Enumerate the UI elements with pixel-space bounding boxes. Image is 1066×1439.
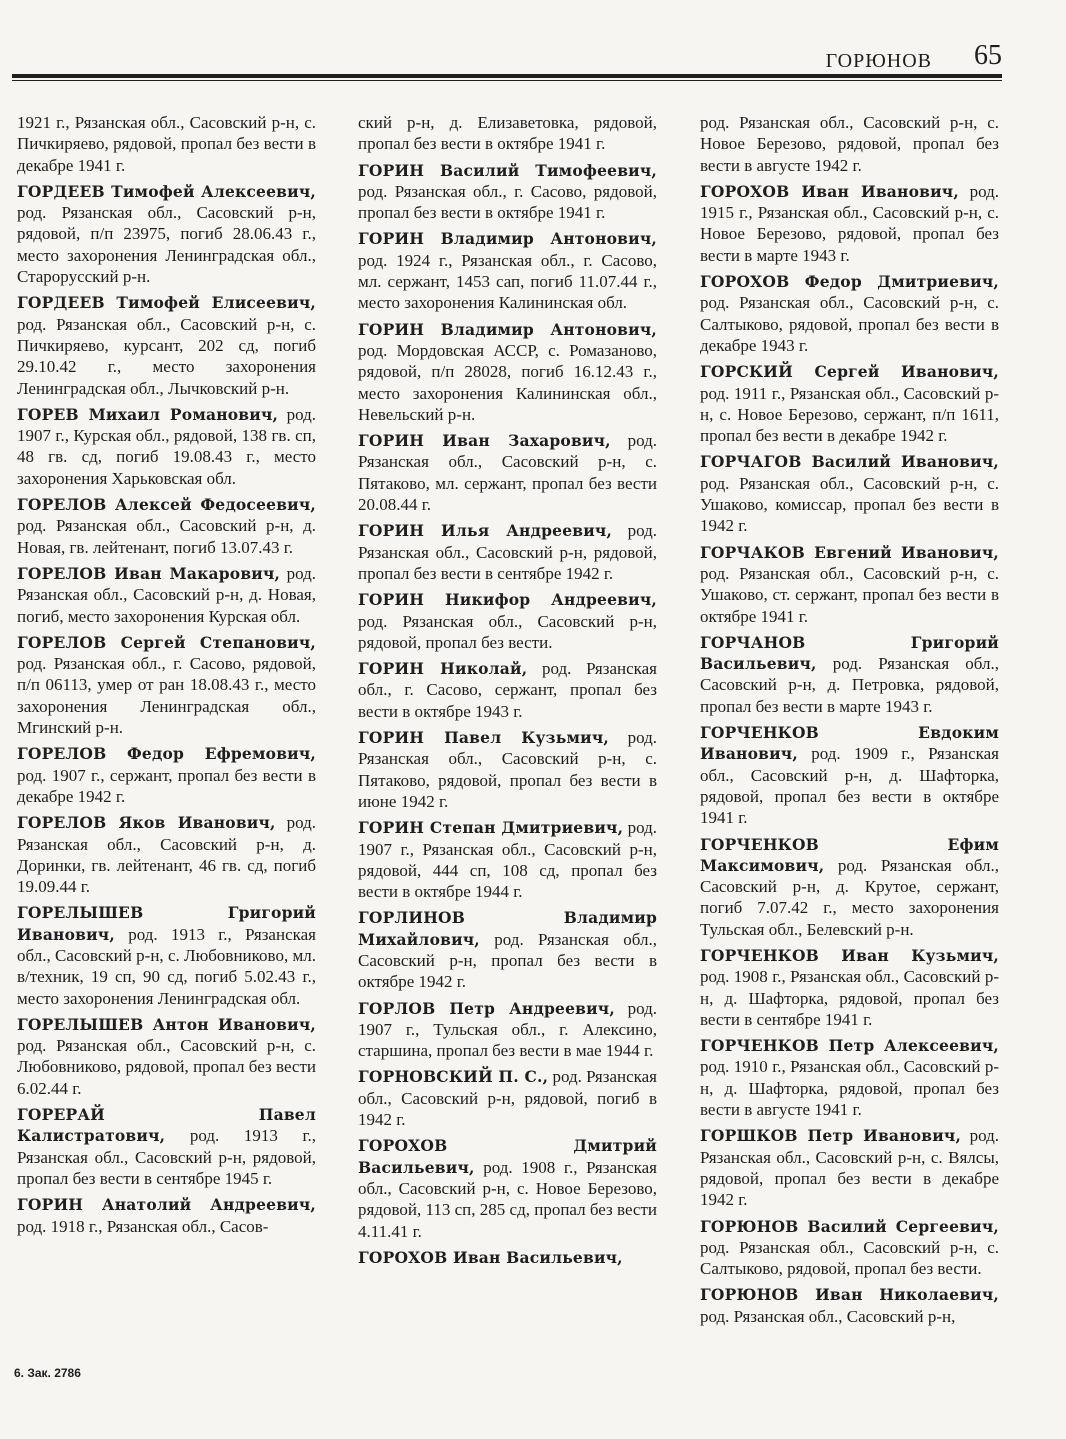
entry-text: род. Рязанская обл., Сасовский р-н, с. Любовниково, рядовой, пропал без вести 6.02.44 г. [17, 1036, 316, 1098]
header-rule-thin [12, 80, 1002, 81]
entry-text: род. Рязанская обл., Сасовский р-н, с. Ушаково, комиссар, пропал без вести в 1942 г. [700, 473, 999, 536]
entry [358, 1247, 657, 1268]
text-columns [17, 112, 1002, 1347]
entry [17, 1014, 316, 1099]
entry-text: род. Рязанская обл., Сасовский р-н, с. Пятаково, мл. сержант, пропал без вести 20.08.44 г. [358, 431, 657, 515]
entry-name: ГОРЧАКОВ Евгений Иванович, [700, 542, 999, 562]
entry [358, 112, 657, 155]
entry-name: ГОРЕЛОВ Федор Ефремович, [17, 744, 316, 764]
entry-name: ГОРНОВСКИЙ П. С., [358, 1067, 549, 1087]
entry [358, 430, 657, 515]
entry [17, 743, 316, 807]
entry [17, 563, 316, 627]
entry-text: род. Мордовская АССР, с. Ромазаново, рядовой, п/п 28028, погиб 16.12.43 г., место захоронения Калининская обл., Невельский р-н. [358, 340, 657, 424]
entry [17, 494, 316, 558]
entry-text: род. 1910 г., Рязанская обл., Сасовский р-н, д. Шафторка, рядовой, пропал без вести в августе 1941 г. [700, 1057, 999, 1120]
entry [700, 1216, 999, 1280]
entry-text: род. 1911 г., Рязанская обл., Сасовский р-н, с. Новое Березово, сержант, п/п 1611, пропал без вести в декабре 1942 г. [700, 383, 999, 446]
entry-text: род. 1913 г., Рязанская обл., Сасовский р-н, с. Любовниково, мл. в/техник, 19 сп, 90 сд, погиб 5.02.43 г., место захоронения Ленинградская обл. [17, 924, 316, 1008]
entry [700, 1035, 999, 1120]
entry [17, 112, 316, 176]
entry [17, 1104, 316, 1189]
entry [358, 520, 657, 584]
entry-name: ГОРЧЕНКОВ Иван Кузьмич, [700, 945, 999, 965]
entry-text: род. 1907 г., Тульская обл., г. Алексино, старшина, пропал без вести в мае 1944 г. [358, 998, 657, 1061]
entry-name: ГОРИН Владимир Антонович, [358, 319, 657, 339]
entry-name: ГОРЧЕНКОВ Ефим Максимович, [700, 834, 999, 875]
entry-text: род. Рязанская обл., Сасовский р-н, рядовой, п/п 23975, погиб 28.06.43 г., место захоронения Ленинградская обл., Старорусский р-н. [17, 203, 316, 287]
column-3 [700, 112, 999, 1347]
entry-text: род. 1907 г., сержант, пропал без вести в декабре 1942 г. [17, 765, 316, 806]
entry [700, 1284, 999, 1327]
entry [17, 404, 316, 489]
entry-text: род. Рязанская обл., г. Сасово, сержант, пропал без вести в октябре 1943 г. [358, 659, 657, 721]
entry [358, 658, 657, 722]
entry-name: ГОРИН Владимир Антонович, [358, 229, 657, 249]
entry [700, 451, 999, 536]
entry [17, 292, 316, 398]
entry [700, 542, 999, 627]
entry-text: род. 1907 г., Рязанская обл., Сасовский р-н, рядовой, 444 сп, 108 сд, пропал без вести в октябре 1944 г. [358, 818, 657, 902]
entry-name: ГОРЮНОВ Василий Сергеевич, [700, 1216, 999, 1236]
entry [17, 902, 316, 1008]
page-number: 65 [974, 40, 1002, 71]
entry-text: род. Рязанская обл., Сасовский р-н, пропал без вести в октябре 1942 г. [358, 929, 657, 992]
entry-name: ГОРЕРАЙ Павел Калистратович, [17, 1105, 316, 1146]
entry-name: ГОРОХОВ Федор Дмитриевич, [700, 272, 999, 292]
entry-name: ГОРИН Илья Андреевич, [358, 521, 613, 541]
printer-signature: 6. Зак. 2786 [14, 1366, 81, 1380]
entry [358, 160, 657, 224]
entry-text: род. 1908 г., Рязанская обл., Сасовский р-н, с. Новое Березово, рядовой, 113 сп, 285 сд, пропал без вести 4.11.41 г. [358, 1157, 657, 1241]
entry-name: ГОРЕЛОВ Сергей Степанович, [17, 632, 316, 652]
entry-text: род. 1907 г., Курская обл., рядовой, 138 гв. сп, 48 гв. сд, погиб 19.08.43 г., место захоронения Харьковская обл. [17, 404, 316, 488]
entry [17, 812, 316, 897]
entry-name: ГОРИН Степан Дмитриевич, [358, 818, 624, 838]
entry [358, 589, 657, 653]
entry-name: ГОРДЕЕВ Тимофей Елисеевич, [17, 293, 316, 313]
entry-name: ГОРИН Василий Тимофеевич, [358, 160, 657, 180]
entry [17, 181, 316, 287]
entry-name: ГОРЧЕНКОВ Евдоким Иванович, [700, 723, 999, 764]
entry-name: ГОРОХОВ Иван Иванович, [700, 181, 959, 201]
running-head: ГОРЮНОВ [825, 50, 932, 72]
entry-text: род. Рязанская обл., Сасовский р-н, с. Вялсы, рядовой, пропал без вести в декабре 1942 г. [700, 1126, 999, 1210]
entry-name: ГОРЕЛОВ Яков Иванович, [17, 813, 276, 833]
entry [700, 112, 999, 176]
entry-text: род. 1918 г., Рязанская обл., Сасов- [17, 1216, 269, 1236]
entry-name: ГОРИН Никифор Андреевич, [358, 590, 657, 610]
entry [358, 1066, 657, 1130]
entry [700, 945, 999, 1030]
entry [358, 907, 657, 992]
entry-name: ГОРОХОВ Иван Васильевич, [358, 1247, 623, 1267]
entry [700, 271, 999, 356]
entry-text: род. Рязанская обл., Сасовский р-н, с. Ушаково, ст. сержант, пропал без вести в октябре 1941 г. [700, 563, 999, 626]
entry-text: род. Рязанская обл., Сасовский р-н, с. Пятаково, рядовой, пропал без вести в июне 1942 г. [358, 728, 657, 811]
entry-name: ГОРОХОВ Дмитрий Васильевич, [358, 1136, 657, 1177]
entry-text: род. Рязанская обл., Сасовский р-н, с. Салтыково, рядовой, пропал без вести. [700, 1237, 999, 1279]
entry-name: ГОРСКИЙ Сергей Иванович, [700, 362, 999, 382]
entry-text: род. 1924 г., Рязанская обл., г. Сасово, мл. сержант, 1453 сап, погиб 11.07.44 г., место захоронения Калининская обл. [358, 250, 657, 313]
entry-name: ГОРЕЛОВ Иван Макарович, [17, 563, 281, 583]
entry-name: ГОРЕЛОВ Алексей Федосеевич, [17, 495, 316, 515]
entry [358, 998, 657, 1062]
page-header [12, 40, 1002, 72]
entry-name: ГОРЕЛЫШЕВ Антон Иванович, [17, 1014, 316, 1034]
entry-name: ГОРИН Павел Кузьмич, [358, 728, 609, 748]
entry-text: род. Рязанская обл., Сасовский р-н, с. Новое Березово, рядовой, пропал без вести в августе 1942 г. [700, 113, 999, 175]
header-rule-thick [12, 74, 1002, 78]
entry-text: род. 1915 г., Рязанская обл., Сасовский р-н, с. Новое Березово, рядовой, пропал без вести в марте 1943 г. [700, 181, 999, 265]
entry [358, 228, 657, 313]
entry [358, 319, 657, 425]
entry-text: род. 1909 г., Рязанская обл., Сасовский р-н, д. Шафторка, рядовой, пропал без вести в октябре 1941 г. [700, 744, 999, 828]
entry-text: род. Рязанская обл., г. Сасово, рядовой, пропал без вести в октябре 1941 г. [358, 181, 657, 223]
entry-name: ГОРИН Николай, [358, 659, 528, 679]
entry-text: род. Рязанская обл., Сасовский р-н, рядовой, погиб в 1942 г. [358, 1067, 657, 1130]
entry [17, 1194, 316, 1237]
entry-name: ГОРЛОВ Петр Андреевич, [358, 998, 615, 1018]
entry-text: род. 1908 г., Рязанская обл., Сасовский р-н, д. Шафторка, рядовой, пропал без вести в сентябре 1941 г. [700, 967, 999, 1029]
entry [700, 722, 999, 828]
entry-name: ГОРЕЛЫШЕВ Григорий Иванович, [17, 903, 316, 944]
entry-name: ГОРЧАНОВ Григорий Васильевич, [700, 632, 999, 674]
entry-text: ский р-н, д. Елизаветовка, рядовой, пропал без вести в октябре 1941 г. [358, 113, 657, 154]
entry [700, 181, 999, 266]
entry-name: ГОРЛИНОВ Владимир Михайлович, [358, 908, 657, 949]
entry-text: род. Рязанская обл., Сасовский р-н, [700, 1306, 956, 1326]
entry [700, 632, 999, 717]
entry [700, 834, 999, 940]
column-2 [358, 112, 657, 1347]
entry [358, 727, 657, 812]
entry-name: ГОРЧАГОВ Василий Иванович, [700, 452, 999, 472]
entry-text: род. Рязанская обл., Сасовский р-н, д. Новая, погиб, место захоронения Курская обл. [17, 563, 316, 626]
entry-name: ГОРИН Иван Захарович, [358, 431, 611, 451]
entry-name: ГОРЧЕНКОВ Петр Алексеевич, [700, 1036, 999, 1056]
entry [358, 817, 657, 902]
entry-name: ГОРШКОВ Петр Иванович, [700, 1126, 962, 1146]
entry-text: род. Рязанская обл., Сасовский р-н, д. Петровка, рядовой, пропал без вести в марте 1943 г. [700, 654, 999, 716]
entry-name: ГОРЕВ Михаил Романович, [17, 404, 279, 424]
entry-name: ГОРИН Анатолий Андреевич, [17, 1195, 316, 1215]
entry [700, 1125, 999, 1210]
entry-text: род. Рязанская обл., г. Сасово, рядовой, п/п 06113, умер от ран 18.08.43 г., место захоронения Ленинградская обл., Мгинский р-н. [17, 654, 316, 738]
entry-text: род. Рязанская обл., Сасовский р-н, рядовой, пропал без вести в сентябре 1942 г. [358, 521, 657, 583]
entry-text: род. 1913 г., Рязанская обл., Сасовский р-н, рядовой, пропал без вести в сентябре 1945 г. [17, 1126, 316, 1188]
entry [358, 1135, 657, 1241]
entry-text: род. Рязанская обл., Сасовский р-н, рядовой, пропал без вести. [358, 611, 657, 652]
entry-text: род. Рязанская обл., Сасовский р-н, д. Крутое, сержант, погиб 7.07.42 г., место захоронения Тульская обл., Белевский р-н. [700, 855, 999, 939]
entry-text: род. Рязанская обл., Сасовский р-н, д. Доринки, гв. лейтенант, 46 гв. сд, погиб 19.09.44 г. [17, 813, 316, 897]
entry [700, 361, 999, 446]
entry-text: род. Рязанская обл., Сасовский р-н, с. Салтыково, рядовой, пропал без вести в декабре 1943 г. [700, 293, 999, 355]
entry-text: род. Рязанская обл., Сасовский р-н, с. Пичкиряево, курсант, 202 сд, погиб 29.10.42 г., место захоронения Ленинградская обл., Лычковский р-н. [17, 314, 316, 398]
entry-text: род. Рязанская обл., Сасовский р-н, д. Новая, гв. лейтенант, погиб 13.07.43 г. [17, 516, 316, 557]
entry-name: ГОРДЕЕВ Тимофей Алексеевич, [17, 181, 316, 201]
entry-name: ГОРЮНОВ Иван Николаевич, [700, 1285, 999, 1305]
entry-text: 1921 г., Рязанская обл., Сасовский р-н, с. Пичкиряево, рядовой, пропал без вести в декабре 1941 г. [17, 113, 316, 175]
column-1 [17, 112, 316, 1347]
entry [17, 632, 316, 738]
